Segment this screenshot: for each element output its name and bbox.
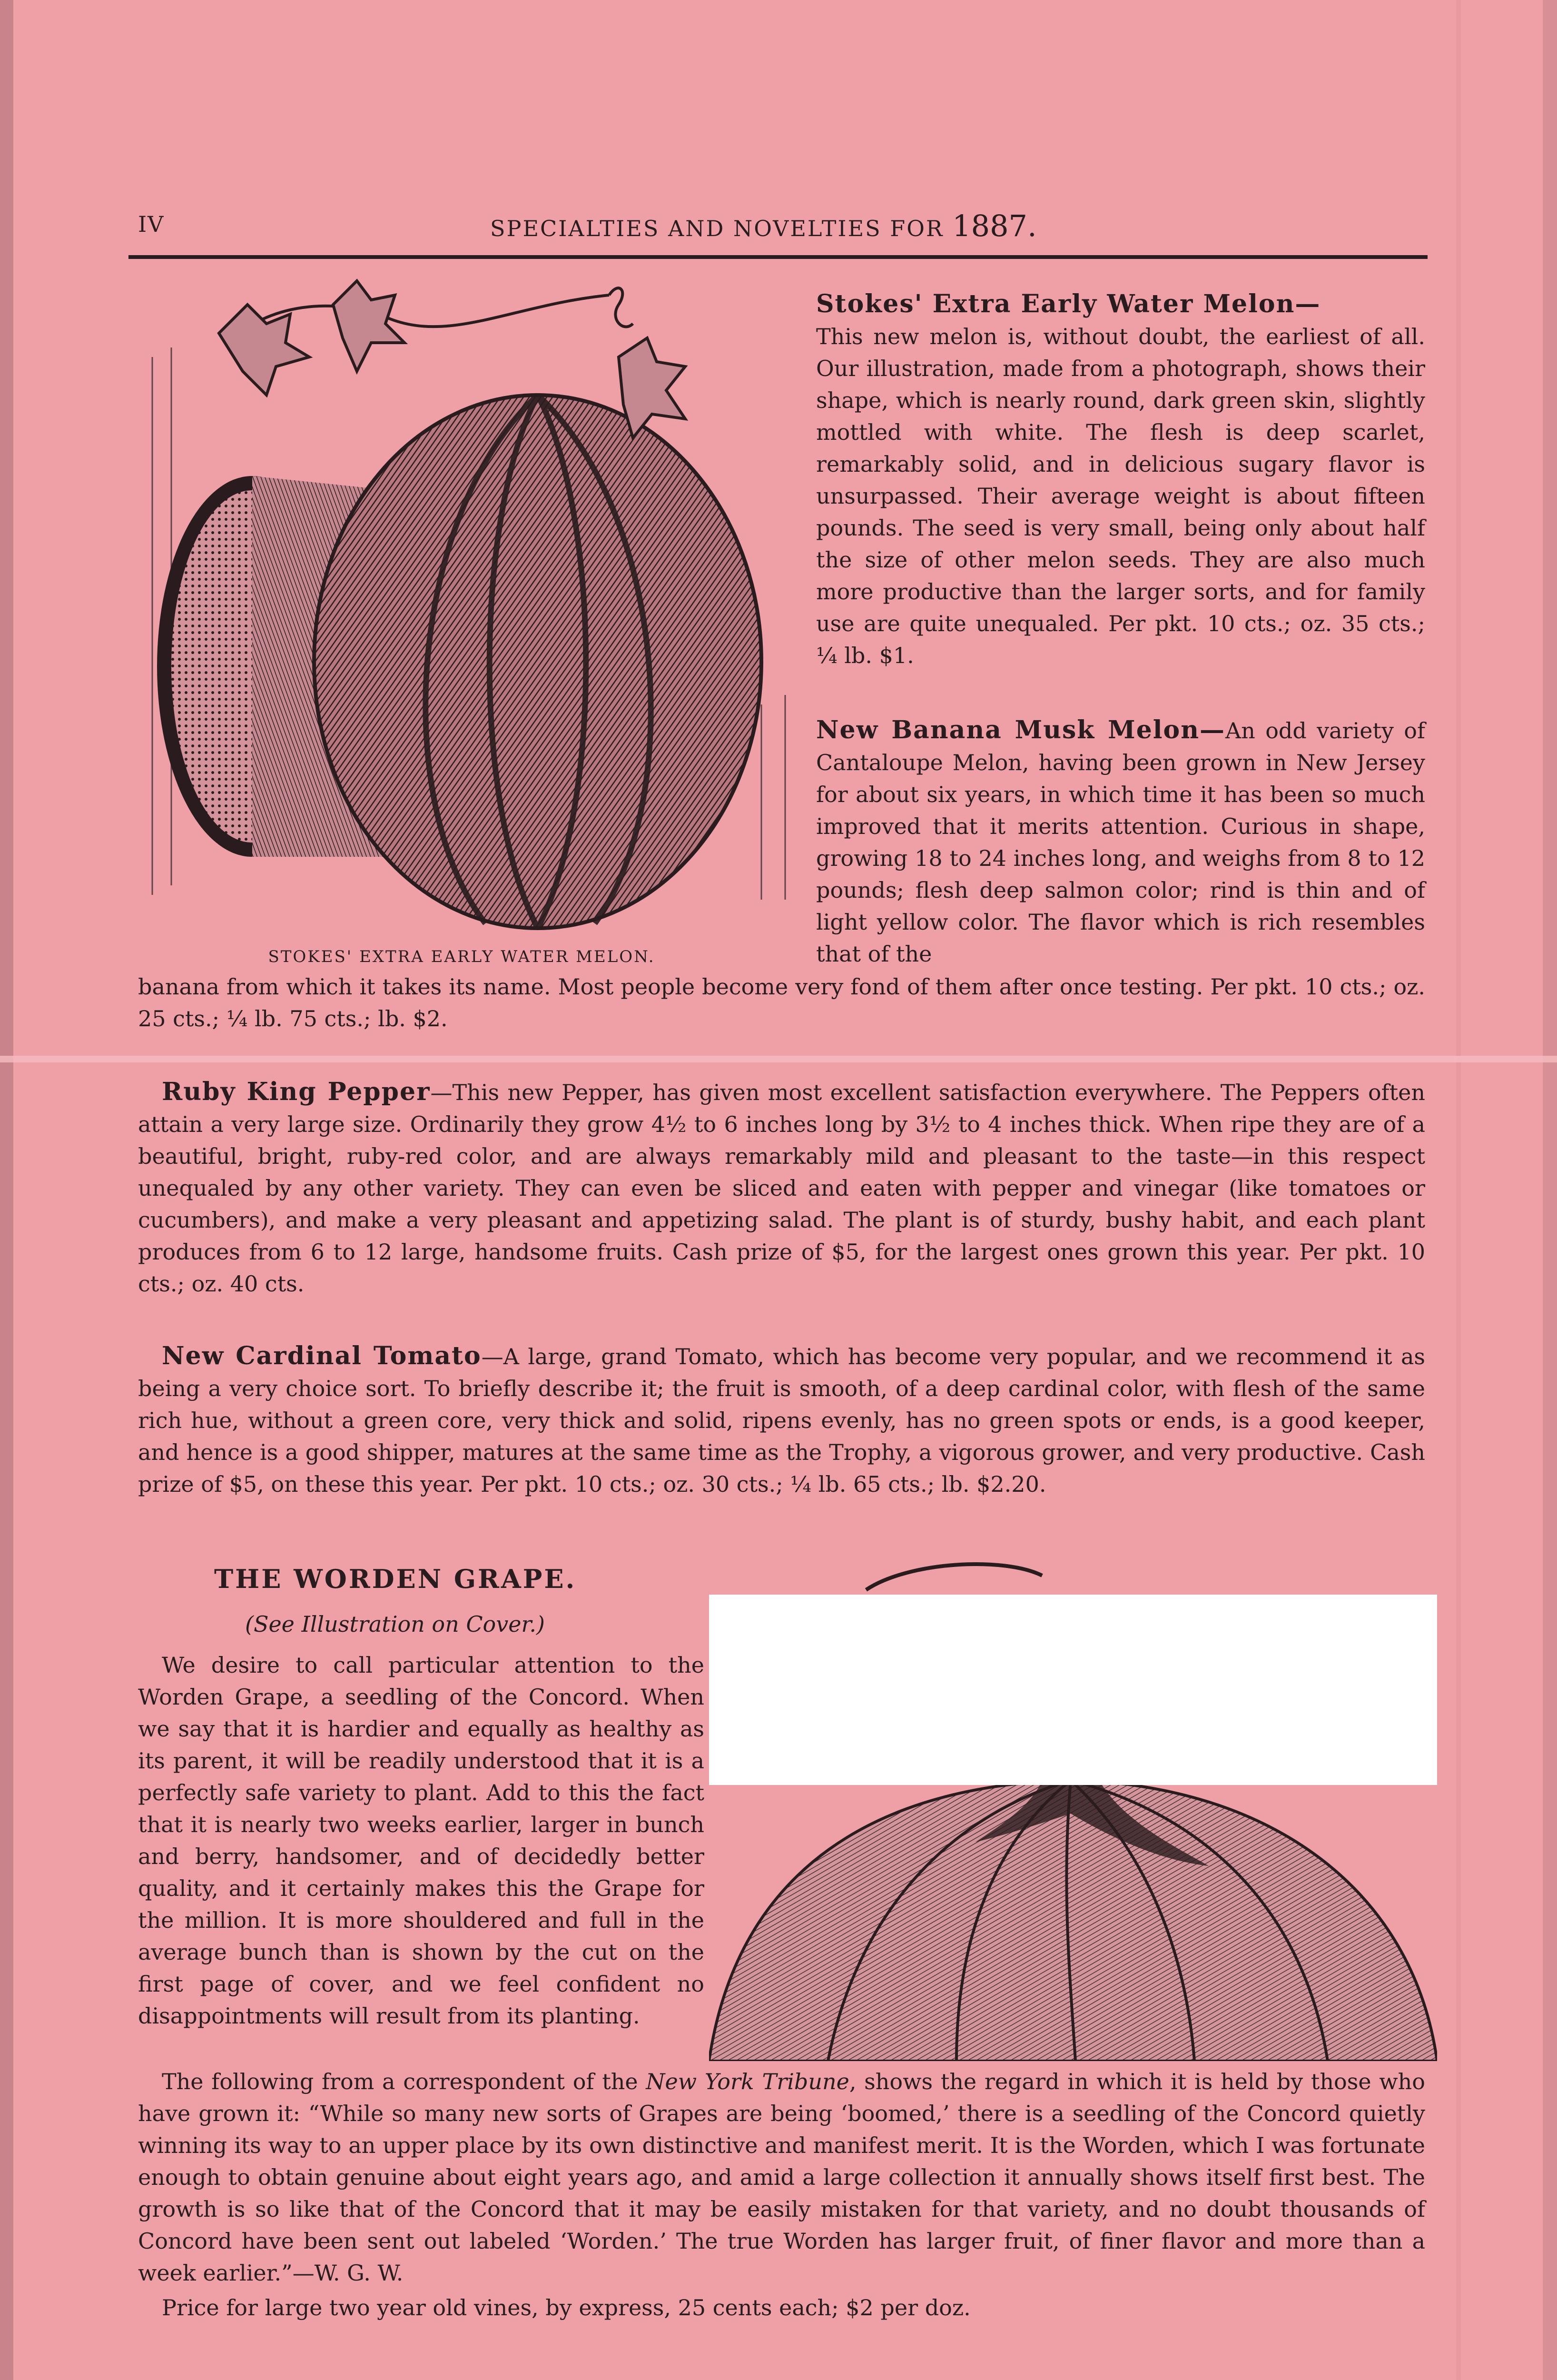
page-edge-left bbox=[0, 0, 13, 2380]
page-year: 1887. bbox=[952, 208, 1037, 243]
pepper-description bbox=[138, 1076, 1425, 1300]
grape-quote-source: New York Tribune bbox=[646, 2069, 849, 2094]
pepper-heading: Ruby King Pepper bbox=[162, 1077, 431, 1106]
grape-subheading: (See Illustration on Cover.) bbox=[245, 1611, 545, 1637]
banana-melon-heading: New Banana Musk Melon— bbox=[816, 715, 1226, 744]
banana-melon-continued: banana from which it takes its name. Most people become very fond of them after once testing. Per pkt. 10 cts.; oz. 25 cts.; ¼ lb. 75 cts.; lb. $2. bbox=[138, 974, 1425, 1031]
grape-price: Price for large two year old vines, by express, 25 cents each; $2 per doz. bbox=[162, 2295, 971, 2320]
grape-body: We desire to call particular attention to the Worden Grape, a seedling of the Concord. When we say that it is hardier and equally as healthy as its parent, it will be readily understood that it is a perfectly safe variety to plant. Add to this the fact that it is nearly two weeks earlier, larger in bunch and berry, handsomer, and of decidedly better quality, and it certainly makes this the Grape for the million. It is more shouldered and full in the average bunch than is shown by the cut on the first page of cover, and we feel confident no disappointments will result from its planting. bbox=[138, 1652, 704, 2029]
page-fold-horizontal bbox=[0, 1056, 1557, 1062]
watermelon-body: This new melon is, without doubt, the earliest of all. Our illustration, made from a photograph, shows their shape, which is nearly round, dark green skin, slightly mottled with white. The flesh is deep scarlet, remarkably solid, and in delicious sugary flavor is unsurpassed. Their average weight is about fifteen pounds. The seed is very small, being only about half the size of other melon seeds. They are also much more productive than the larger sorts, and for family use are quite unequaled. Per pkt. 10 cts.; oz. 35 cts.; ¼ lb. $1. bbox=[816, 324, 1425, 668]
page-number: IV bbox=[138, 211, 165, 237]
watermelon-illustration bbox=[143, 276, 809, 942]
grape-heading: THE WORDEN GRAPE. bbox=[214, 1564, 577, 1594]
tomato-heading: New Cardinal Tomato bbox=[162, 1341, 482, 1370]
page-title-text: SPECIALTIES AND NOVELTIES FOR bbox=[490, 216, 944, 241]
page-header bbox=[128, 205, 1428, 243]
tomato-description bbox=[138, 1340, 1425, 1500]
page-fold-vertical bbox=[1456, 0, 1461, 2380]
grape-quote-pre: The following from a correspondent of the bbox=[162, 2069, 646, 2094]
grape-quote-body: , shows the regard in which it is held by those who have grown it: “While so many new sorts of Grapes are being ‘boomed,’ there is a seedling of the Concord quietly winning its way to an upper place by its own distinctive and manifest merit. It is the Worden, which I was fortunate enough to obtain genuine about eight years ago, and amid a large collection it annually shows itself first best. The growth is so like that of the Concord that it may be easily mistaken for that variety, and no doubt thousands of Concord have been sent out labeled ‘Worden.’ The true Worden has larger fruit, of finer flavor and more than a week earlier.”—W. G. W. bbox=[138, 2069, 1425, 2286]
watermelon-caption: STOKES' EXTRA EARLY WATER MELON. bbox=[268, 947, 655, 966]
header-rule bbox=[128, 255, 1428, 259]
pepper-body: —This new Pepper, has given most excellent satisfaction everywhere. The Peppers often attain a very large size. Ordinarily they grow 4½ to 6 inches long by 3½ to 4 inches thick. When ripe they are of a beautiful, bright, ruby-red color, and are always remarkably mild and pleasant to the taste—in this respect unequaled by any other variety. They can even be sliced and eaten with pepper and vinegar (like tomatoes or cucumbers), and make a very pleasant and appetizing salad. The plant is of sturdy, bushy habit, and each plant produces from 6 to 12 large, handsome fruits. Cash prize of $5, for the largest ones grown this year. Per pkt. 10 cts.; oz. 40 cts. bbox=[138, 1080, 1426, 1297]
banana-melon-body: An odd variety of Cantaloupe Melon, having been grown in New Jersey for about six years, in which time it has been so much improved that it merits attention. Curious in shape, growing 18 to 24 inches long, and weighs from 8 to 12 pounds; flesh deep salmon color; rind is thin and of light yellow color. The flavor which is rich resembles that of the bbox=[816, 718, 1425, 967]
watermelon-description bbox=[816, 288, 1425, 672]
tomato-body: —A large, grand Tomato, which has become very popular, and we recommend it as being a very choice sort. To briefly describe it; the fruit is smooth, of a deep cardinal color, with flesh of the same rich hue, without a green core, very thick and solid, ripens evenly, has no green spots or ends, is a good keeper, and hence is a good shipper, matures at the same time as the Trophy, a vigorous grower, and very productive. Cash prize of $5, on these this year. Per pkt. 10 cts.; oz. 30 cts.; ¼ lb. 65 cts.; lb. $2.20. bbox=[138, 1344, 1426, 1497]
watermelon-heading: Stokes' Extra Early Water Melon— bbox=[816, 289, 1321, 318]
grape-description bbox=[138, 1649, 704, 2032]
grape-quote bbox=[138, 2066, 1425, 2289]
banana-melon-description bbox=[816, 714, 1425, 970]
redacted-region bbox=[709, 1595, 1437, 1785]
page-edge-right bbox=[1543, 0, 1557, 2380]
page-title bbox=[490, 208, 1037, 243]
